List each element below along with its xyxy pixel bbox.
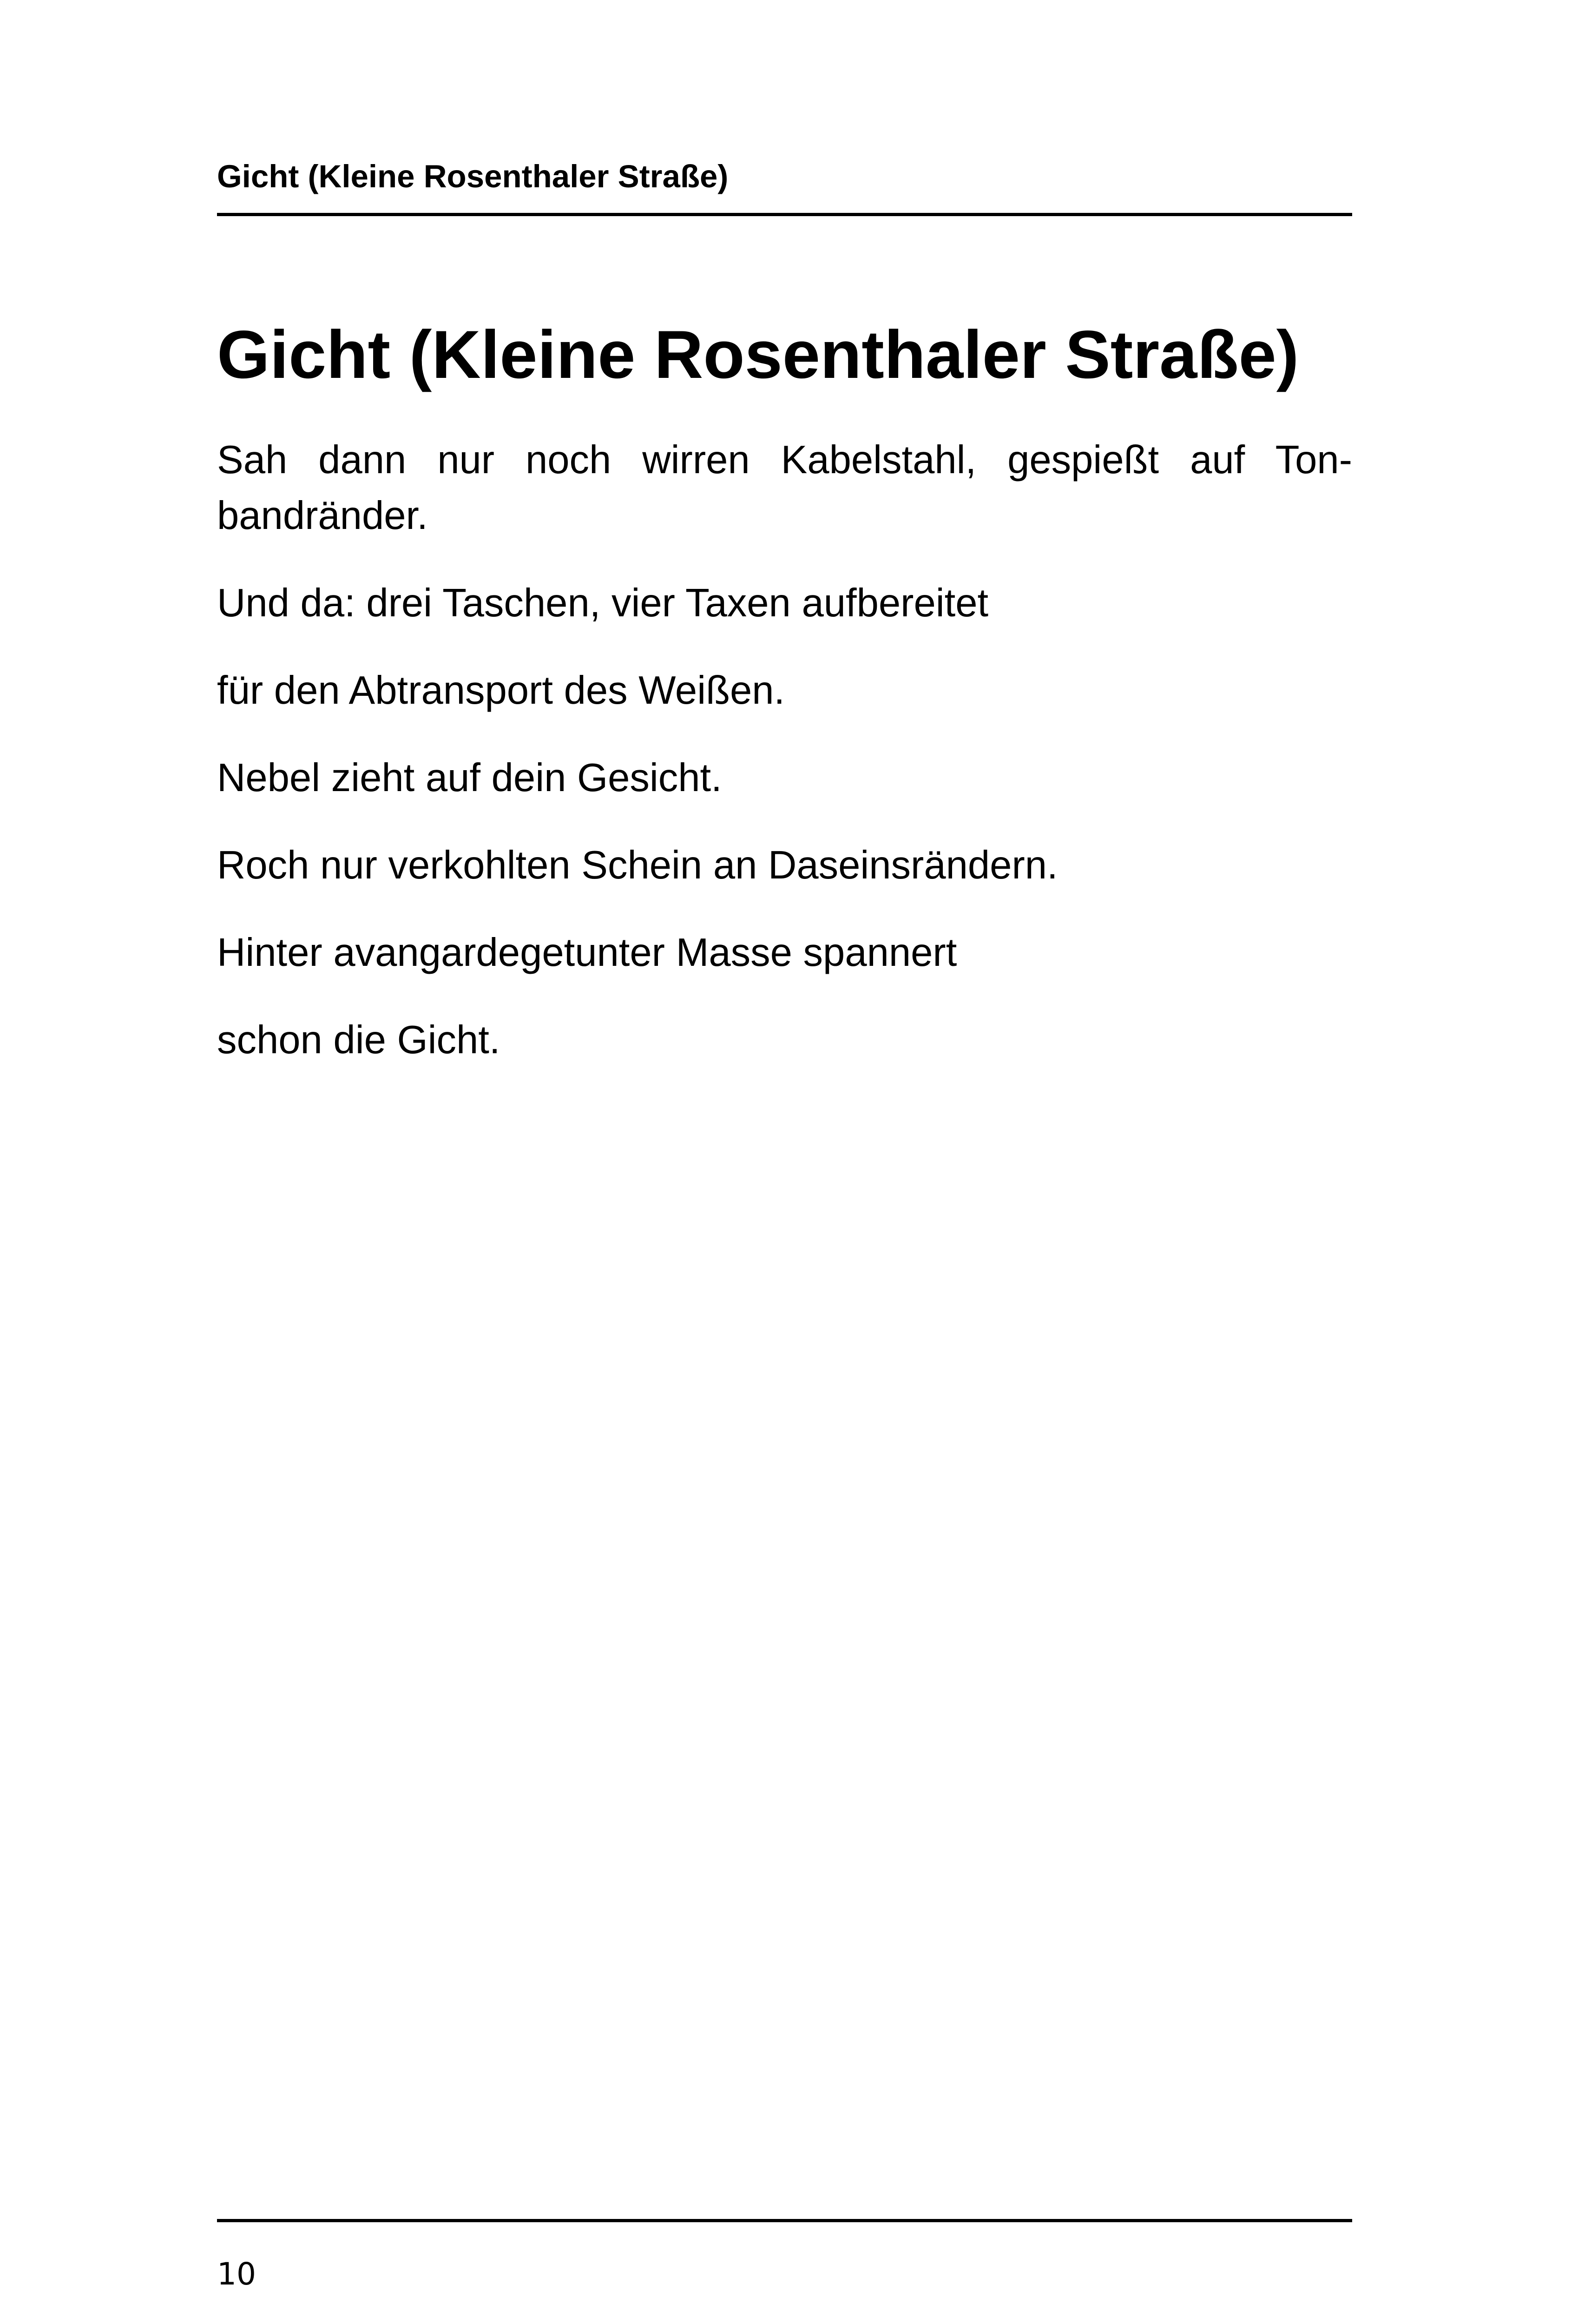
poem-line: schon die Gicht.	[217, 1018, 500, 1062]
running-header: Gicht (Kleine Rosenthaler Straße)	[217, 158, 729, 194]
poem-line: für den Abtransport des Weißen.	[217, 668, 785, 713]
header-divider	[217, 213, 1352, 216]
poem-line: Und da: drei Taschen, vier Taxen aufbereitet	[217, 581, 989, 625]
poem-body	[217, 432, 1352, 1100]
footer-divider	[217, 2219, 1352, 2222]
page-number: 10	[217, 2256, 256, 2292]
poem-line: Nebel zieht auf dein Gesicht.	[217, 756, 722, 800]
poem-line: Roch nur verkohlten Schein an Daseinsrändern.	[217, 843, 1058, 887]
poem-title: Gicht (Kleine Rosenthaler Straße)	[217, 317, 1299, 392]
poem-line: Hinter avangardegetunter Masse spannert	[217, 931, 957, 975]
poem-line: Sah dann nur noch wirren Kabelstahl, gespießt auf Tonbandränder.	[217, 438, 1352, 538]
